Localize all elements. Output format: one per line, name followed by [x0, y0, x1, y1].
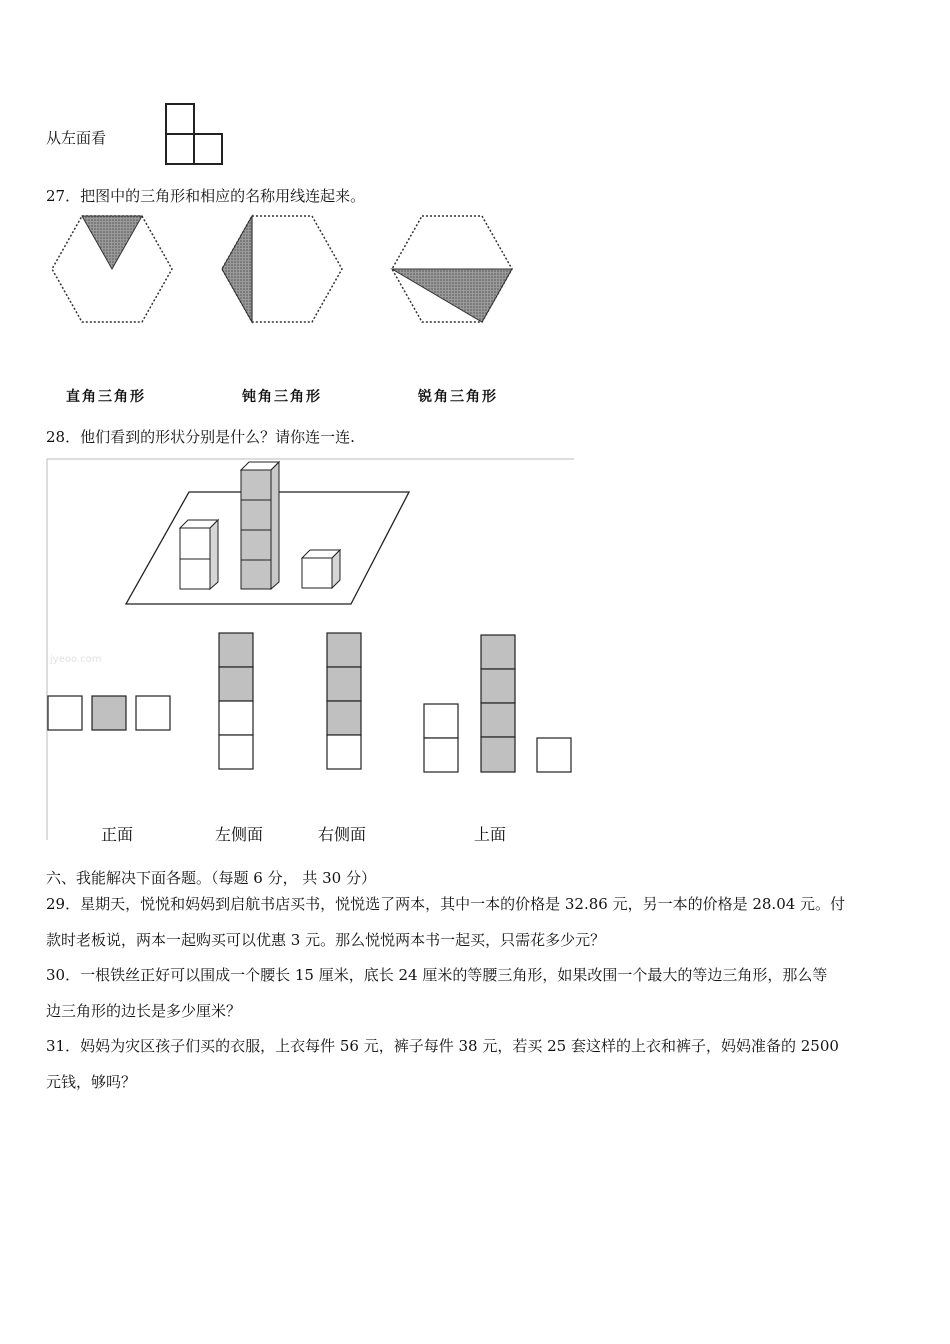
name-acute-triangle: 锐角三角形 — [418, 389, 498, 405]
question-31-line1: 31．妈妈为灾区孩子们买的衣服，上衣每件 56 元，裤子每件 38 元，若买 25 套这样的上衣和裤子，妈妈准备的 2500 — [46, 1037, 839, 1055]
label-top: 上面 — [474, 825, 507, 844]
view-top — [424, 635, 571, 772]
view-front — [48, 696, 170, 730]
name-obtuse-triangle: 钝角三角形 — [242, 389, 322, 405]
left-view-figure — [160, 100, 230, 170]
question-29-line2: 款时老板说，两本一起购买可以优惠 3 元。那么悦悦两本书一起买，只需花多少元？ — [46, 931, 606, 949]
question-30-line2: 边三角形的边长是多少厘米？ — [46, 1002, 242, 1020]
question-31-line2: 元钱，够吗？ — [46, 1073, 137, 1091]
hexagon-acute-example — [52, 216, 172, 322]
q27-hexagons — [40, 210, 540, 340]
question-29-line1: 29．星期天，悦悦和妈妈到启航书店买书，悦悦选了两本，其中一本的价格是 32.86 元，另一本的价格是 28.04 元。付 — [46, 895, 846, 913]
q28-figure — [46, 458, 576, 843]
question-28: 28．他们看到的形状分别是什么？请你连一连. — [46, 428, 355, 446]
cube-stack-right — [302, 550, 340, 588]
name-right-triangle: 直角三角形 — [66, 389, 146, 405]
question-30-line1: 30．一根铁丝正好可以围成一个腰长 15 厘米，底长 24 厘米的等腰三角形，如果改围一个最大的等边三角形，那么等 — [46, 966, 828, 984]
label-right-side: 右侧面 — [318, 825, 367, 844]
watermark: jyeoo.com — [50, 654, 102, 665]
hexagon-right-example — [222, 216, 342, 322]
view-left-side — [219, 633, 253, 769]
question-27: 27．把图中的三角形和相应的名称用线连起来。 — [46, 187, 366, 205]
hexagon-obtuse-example — [392, 216, 512, 322]
label-front: 正面 — [101, 825, 134, 844]
left-view-label: 从左面看 — [46, 129, 107, 147]
cube-stack-left — [180, 520, 218, 589]
view-right-side — [327, 633, 361, 769]
section-6-title: 六、我能解决下面各题。（每题 6 分， 共 30 分） — [46, 869, 376, 887]
label-left-side: 左侧面 — [215, 825, 264, 844]
cube-stack-middle — [241, 462, 279, 589]
